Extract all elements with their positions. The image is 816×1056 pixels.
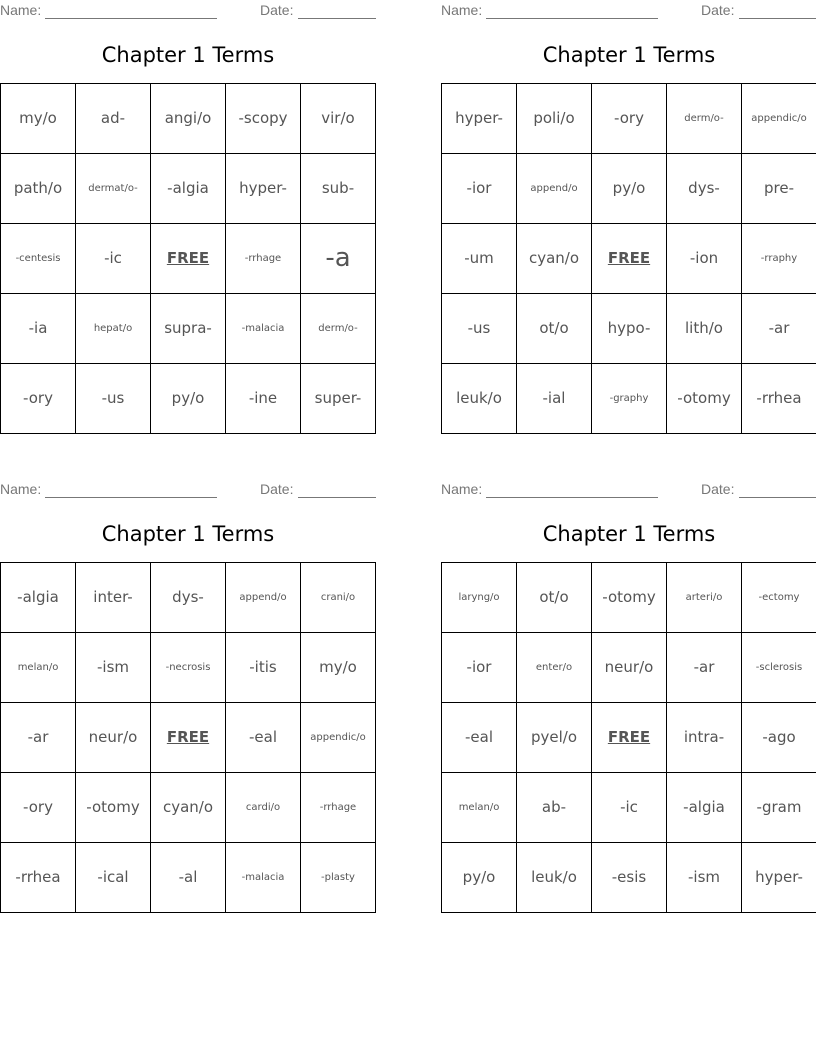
term-cell: -otomy — [667, 364, 742, 434]
term-cell: pre- — [742, 154, 816, 224]
term-cell: py/o — [442, 843, 517, 913]
term-cell: -ion — [667, 224, 742, 294]
term-cell: dermat/o- — [76, 154, 151, 224]
grid-row — [1, 563, 376, 633]
name-line — [486, 497, 658, 498]
grid-row — [442, 563, 816, 633]
card-header — [441, 2, 816, 20]
term-cell: -a — [301, 224, 376, 294]
name-label: Name: — [0, 481, 42, 497]
term-cell: -sclerosis — [742, 633, 816, 703]
term-cell: hyper- — [442, 84, 517, 154]
card-title: Chapter 1 Terms — [542, 43, 716, 67]
term-cell: poli/o — [517, 84, 592, 154]
term-cell: -us — [76, 364, 151, 434]
grid-row — [442, 84, 816, 154]
term-cell: arteri/o — [667, 563, 742, 633]
bingo-grid — [441, 83, 816, 434]
grid-row — [442, 154, 816, 224]
card-title: Chapter 1 Terms — [101, 522, 275, 546]
term-cell: -ectomy — [742, 563, 816, 633]
term-cell: -rrhage — [226, 224, 301, 294]
term-cell: intra- — [667, 703, 742, 773]
bingo-grid — [0, 562, 376, 913]
grid-row — [1, 84, 376, 154]
term-cell: -ical — [76, 843, 151, 913]
term-cell: cyan/o — [517, 224, 592, 294]
term-cell: -ic — [76, 224, 151, 294]
term-cell: lith/o — [667, 294, 742, 364]
term-cell: -esis — [592, 843, 667, 913]
date-label: Date: — [260, 481, 294, 497]
term-cell: neur/o — [592, 633, 667, 703]
term-cell: ot/o — [517, 563, 592, 633]
grid-row — [1, 224, 376, 294]
grid-row — [1, 773, 376, 843]
bingo-grid — [0, 83, 376, 434]
term-cell: ad- — [76, 84, 151, 154]
grid-row — [442, 773, 816, 843]
term-cell: derm/o- — [667, 84, 742, 154]
term-cell: -malacia — [226, 294, 301, 364]
term-cell: path/o — [1, 154, 76, 224]
term-cell: appendic/o — [742, 84, 816, 154]
term-cell: py/o — [151, 364, 226, 434]
term-cell: hyper- — [226, 154, 301, 224]
term-cell: -gram — [742, 773, 816, 843]
grid-row — [442, 224, 816, 294]
date-line — [739, 18, 816, 19]
term-cell: -algia — [1, 563, 76, 633]
term-cell: -algia — [667, 773, 742, 843]
term-cell: -scopy — [226, 84, 301, 154]
term-cell: sub- — [301, 154, 376, 224]
free-space: FREE — [151, 703, 226, 773]
bingo-card-3 — [0, 479, 376, 919]
name-label: Name: — [441, 2, 483, 18]
term-cell: py/o — [592, 154, 667, 224]
term-cell: -us — [442, 294, 517, 364]
term-cell: -eal — [226, 703, 301, 773]
term-cell: -rraphy — [742, 224, 816, 294]
name-label: Name: — [441, 481, 483, 497]
term-cell: leuk/o — [442, 364, 517, 434]
term-cell: crani/o — [301, 563, 376, 633]
grid-row — [1, 703, 376, 773]
term-cell: dys- — [151, 563, 226, 633]
term-cell: laryng/o — [442, 563, 517, 633]
term-cell: hyper- — [742, 843, 816, 913]
term-cell: -ism — [76, 633, 151, 703]
grid-row — [442, 633, 816, 703]
term-cell: leuk/o — [517, 843, 592, 913]
name-line — [486, 18, 658, 19]
term-cell: enter/o — [517, 633, 592, 703]
grid-row — [442, 703, 816, 773]
term-cell: hypo- — [592, 294, 667, 364]
grid-row — [442, 364, 816, 434]
term-cell: cardi/o — [226, 773, 301, 843]
card-title: Chapter 1 Terms — [542, 522, 716, 546]
term-cell: -ial — [517, 364, 592, 434]
term-cell: -malacia — [226, 843, 301, 913]
term-cell: -necrosis — [151, 633, 226, 703]
grid-row — [1, 364, 376, 434]
term-cell: -ism — [667, 843, 742, 913]
name-line — [45, 18, 217, 19]
term-cell: -otomy — [76, 773, 151, 843]
name-line — [45, 497, 217, 498]
term-cell: cyan/o — [151, 773, 226, 843]
free-space: FREE — [592, 703, 667, 773]
name-label: Name: — [0, 2, 42, 18]
term-cell: angi/o — [151, 84, 226, 154]
term-cell: -centesis — [1, 224, 76, 294]
card-header — [0, 481, 376, 499]
term-cell: -rrhea — [742, 364, 816, 434]
term-cell: dys- — [667, 154, 742, 224]
date-line — [739, 497, 816, 498]
term-cell: vir/o — [301, 84, 376, 154]
term-cell: -graphy — [592, 364, 667, 434]
card-title: Chapter 1 Terms — [101, 43, 275, 67]
grid-row — [1, 843, 376, 913]
term-cell: ab- — [517, 773, 592, 843]
term-cell: pyel/o — [517, 703, 592, 773]
term-cell: melan/o — [442, 773, 517, 843]
grid-row — [1, 154, 376, 224]
date-line — [298, 497, 376, 498]
term-cell: -ago — [742, 703, 816, 773]
date-line — [298, 18, 376, 19]
term-cell: melan/o — [1, 633, 76, 703]
grid-row — [1, 633, 376, 703]
term-cell: -ior — [442, 633, 517, 703]
date-label: Date: — [701, 481, 735, 497]
bingo-card-1 — [0, 0, 376, 440]
term-cell: -ory — [1, 364, 76, 434]
grid-row — [442, 294, 816, 364]
term-cell: -ory — [1, 773, 76, 843]
bingo-grid — [441, 562, 816, 913]
term-cell: -ory — [592, 84, 667, 154]
term-cell: ot/o — [517, 294, 592, 364]
card-header — [441, 481, 816, 499]
grid-row — [442, 843, 816, 913]
card-header — [0, 2, 376, 20]
term-cell: -al — [151, 843, 226, 913]
term-cell: derm/o- — [301, 294, 376, 364]
term-cell: super- — [301, 364, 376, 434]
term-cell: -ar — [742, 294, 816, 364]
term-cell: -plasty — [301, 843, 376, 913]
date-label: Date: — [701, 2, 735, 18]
term-cell: append/o — [517, 154, 592, 224]
term-cell: -ior — [442, 154, 517, 224]
term-cell: -ine — [226, 364, 301, 434]
term-cell: -ar — [667, 633, 742, 703]
term-cell: -rrhage — [301, 773, 376, 843]
term-cell: append/o — [226, 563, 301, 633]
term-cell: -algia — [151, 154, 226, 224]
term-cell: -um — [442, 224, 517, 294]
term-cell: my/o — [1, 84, 76, 154]
date-label: Date: — [260, 2, 294, 18]
term-cell: -ic — [592, 773, 667, 843]
term-cell: my/o — [301, 633, 376, 703]
bingo-card-2 — [441, 0, 816, 440]
term-cell: -itis — [226, 633, 301, 703]
term-cell: hepat/o — [76, 294, 151, 364]
term-cell: -rrhea — [1, 843, 76, 913]
term-cell: supra- — [151, 294, 226, 364]
term-cell: inter- — [76, 563, 151, 633]
term-cell: -eal — [442, 703, 517, 773]
bingo-card-4 — [441, 479, 816, 919]
term-cell: neur/o — [76, 703, 151, 773]
term-cell: appendic/o — [301, 703, 376, 773]
term-cell: -ar — [1, 703, 76, 773]
free-space: FREE — [151, 224, 226, 294]
term-cell: -ia — [1, 294, 76, 364]
grid-row — [1, 294, 376, 364]
term-cell: -otomy — [592, 563, 667, 633]
free-space: FREE — [592, 224, 667, 294]
